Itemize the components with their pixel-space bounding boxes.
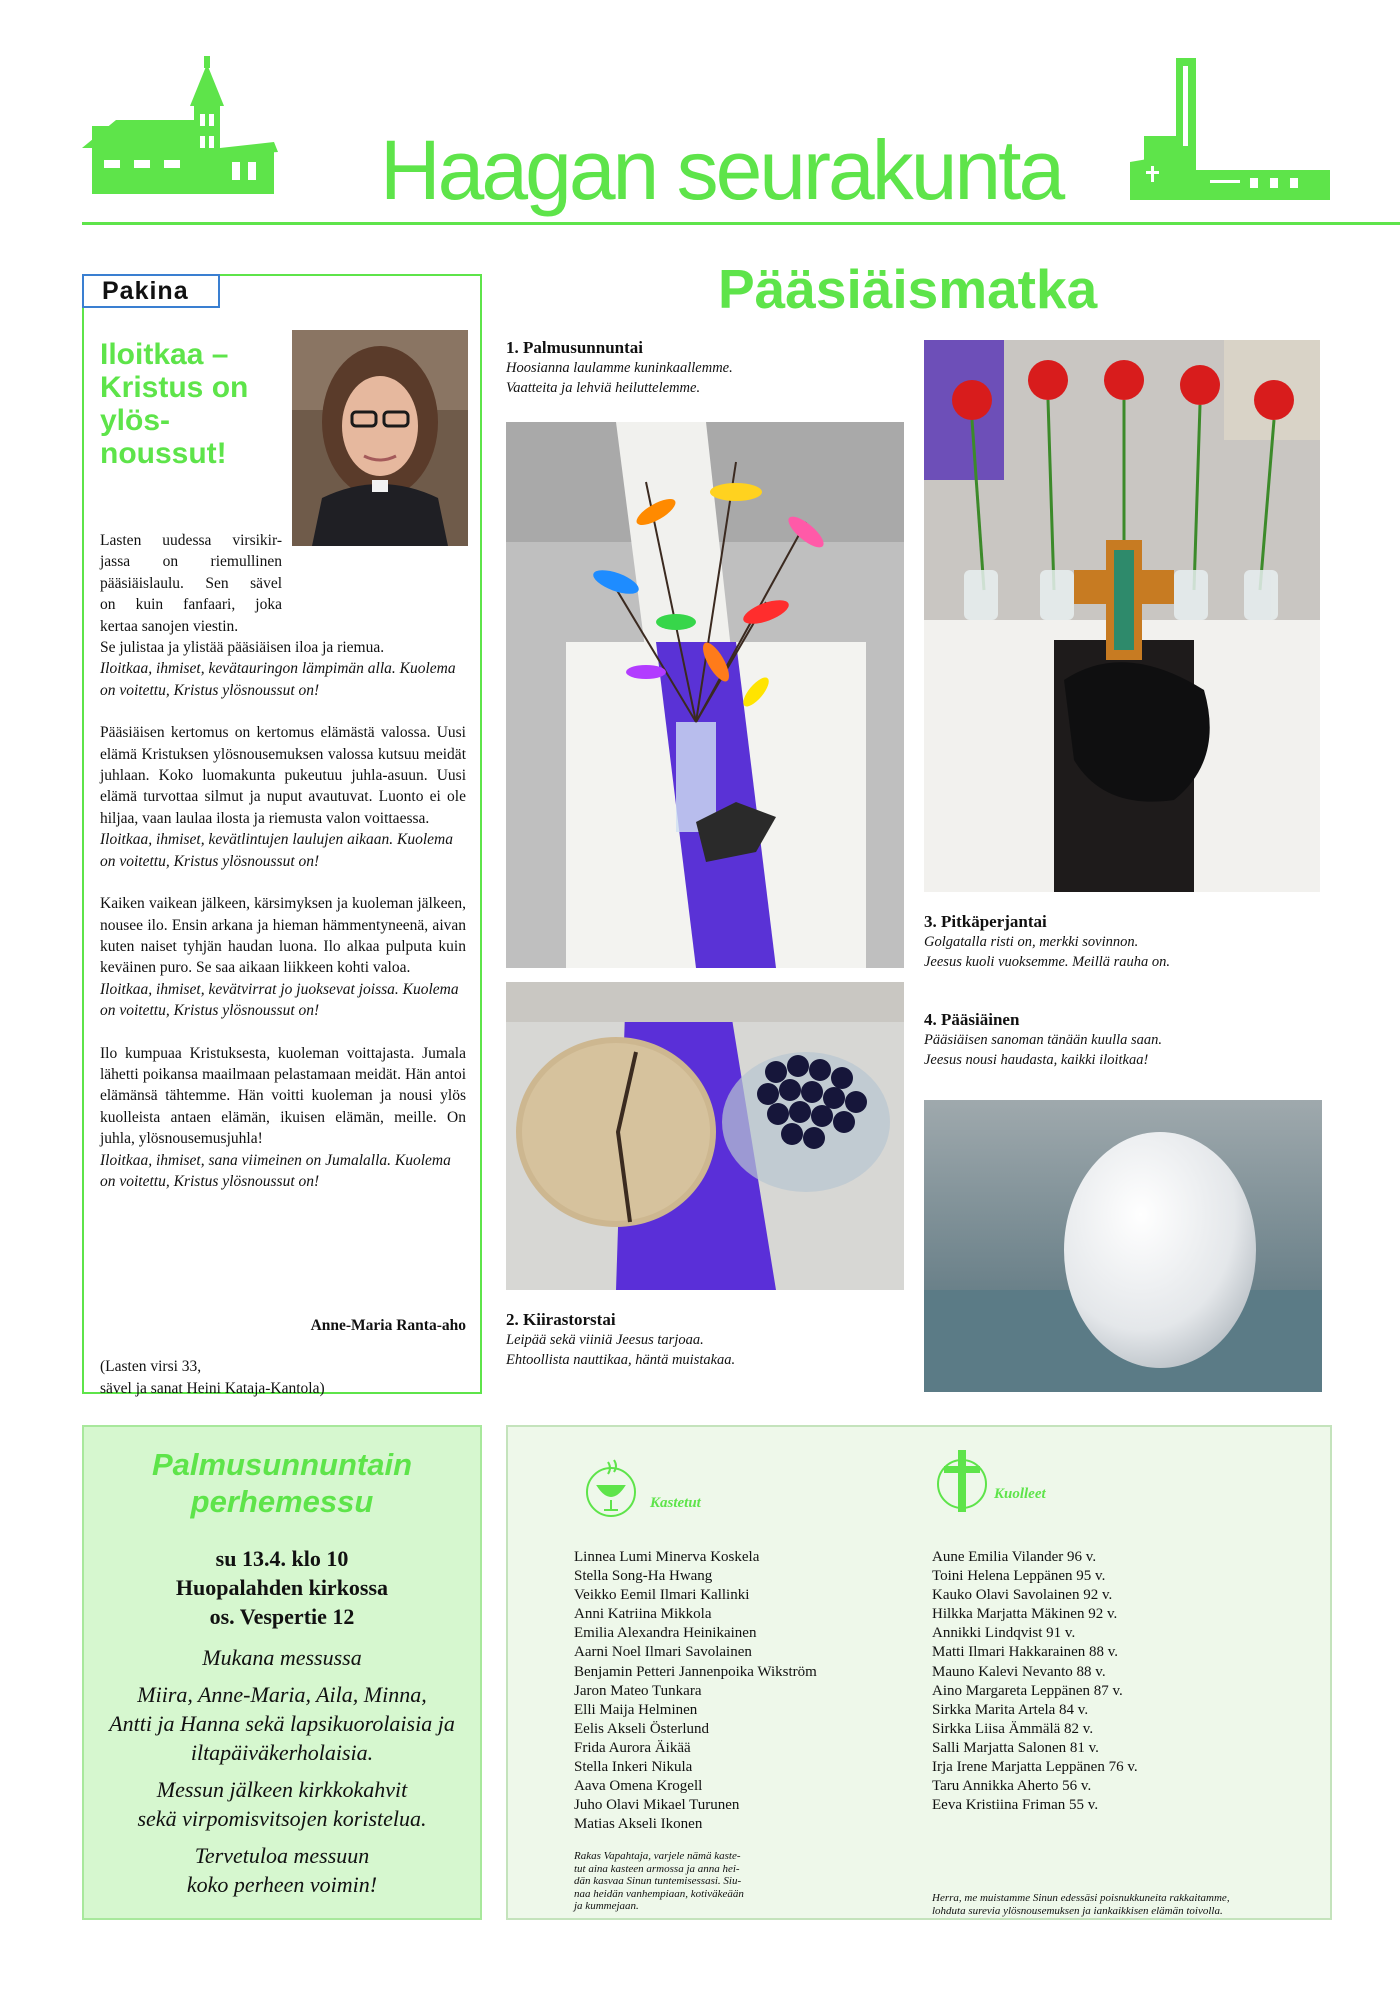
list-item: Taru Annikka Aherto 56 v. [932,1778,1092,1795]
pakina-label: Pakina [82,274,220,308]
list-item: Annikki Lindqvist 91 v. [932,1625,1076,1642]
step-line: Vaatteita ja lehviä heiluttelemme. [506,380,701,396]
when-line: Huopalahden kirkossa [175,1575,389,1600]
mukana-label: Mukana messussa [202,1645,362,1670]
kuolleet-title: Kuolleet [994,1486,1046,1502]
list-item: Juho Olavi Mikael Turunen [574,1797,740,1814]
pakina-title: Iloitkaa – Kristus on ylös- noussut! [100,338,249,470]
step-heading: 4. Pääsiäinen [924,1010,1020,1029]
list-item: Salli Marjatta Salonen 81 v. [932,1739,1099,1756]
list-item: Aino Margareta Leppänen 87 v. [932,1682,1123,1699]
people-line: Antti ja Hanna sekä lapsikuorolaisia ja [109,1711,455,1736]
list-item: Irja Irene Marjatta Leppänen 76 v. [932,1759,1138,1776]
step-heading: 1. Palmusunnuntai [506,338,643,357]
intro-line: jassa on riemullinen [100,553,282,571]
family-mass-details [90,1643,474,1907]
intro-line: Lasten uudessa virsikir- [100,532,282,549]
list-item: Anni Katriina Mikkola [574,1606,712,1623]
church-right-icon [1130,58,1330,204]
prayer-line: lohduta surevia ylösnousemuksen ja iankaikkisen elämän toivolla. [932,1904,1223,1917]
welcome-line: Tervetuloa messuun [194,1843,370,1868]
prayer-line: ja kummejaan. [574,1900,639,1912]
list-item: Toini Helena Leppänen 95 v. [932,1568,1106,1585]
list-item: Frida Aurora Äikää [574,1739,691,1756]
when-line: os. Vespertie 12 [209,1604,355,1629]
prayer-line: Rakas Vapahtaja, varjele nämä kaste- [574,1850,741,1862]
family-mass-title [82,1446,482,1520]
list-item: Mauno Kalevi Nevanto 88 v. [932,1663,1106,1680]
list-item: Aune Emilia Vilander 96 v. [932,1549,1097,1565]
intro-line: pääsiäislaulu. Sen sävel [100,574,282,592]
step-line: Ehtoollista nauttikaa, häntä muistakaa. [506,1352,736,1368]
masthead-title: Haagan seurakunta [380,123,1063,217]
after-line: Messun jälkeen kirkkokahvit [156,1777,408,1802]
song-source [100,1356,440,1400]
prayer-line: dän kasvaa Sinun tuntemisessasi. Siu- [574,1875,742,1887]
kuolleet-prayer [932,1892,1322,1917]
prayer-line: naa heidän vanhempiaan, kotiväkeään [574,1887,744,1900]
step-line: Jeesus nousi haudasta, kaikki iloitkaa! [924,1052,1149,1068]
author-name: Anne-Maria Ranta-aho [310,1317,466,1334]
list-item: Linnea Lumi Minerva Koskela [574,1549,760,1565]
list-item: Emilia Alexandra Heinikainen [574,1625,757,1642]
list-item: Kauko Olavi Savolainen 92 v. [932,1587,1113,1604]
verse-3: Iloitkaa, ihmiset, kevätvirrat jo juoksevat joissa. Kuolema on voitettu, Kristus ylösnoussut on! [100,980,459,1020]
step-line: Golgatalla risti on, merkki sovinnon. [924,934,1139,950]
people-line: iltapäiväkerholaisia. [190,1740,374,1765]
kuolleet-list [932,1548,1272,1815]
step-2-caption [506,1310,906,1370]
list-item: Jaron Mateo Tunkara [574,1682,702,1699]
list-item: Eelis Akseli Österlund [574,1720,709,1737]
list-item: Eeva Kristiina Friman 55 v. [932,1797,1099,1814]
kastetut-list [574,1548,914,1834]
kastetut-prayer [574,1850,794,1913]
intro-line: kertaa sanojen viestin. [100,617,239,635]
step-3-caption [924,912,1324,972]
step-line: Leipää sekä viiniä Jeesus tarjoaa. [506,1332,704,1348]
good-friday-photo [924,340,1320,892]
baptism-cup-icon [578,1456,644,1520]
step-1-caption [506,338,906,398]
list-item: Stella Song-Ha Hwang [574,1568,713,1585]
paragraph-4: Ilo kumpuaa Kristuksesta, kuoleman voittajasta. Jumala lähetti poikansa maailmaan pelastamaan meidät. Hän antoi elämänsä tähtemme. Hän voitti kuoleman ja nousi ylös kuolleista antaen elämän, ikuisen elämän, meille. On juhla, ylösnousemusjuhla! [100,1044,466,1148]
list-item: Sirkka Liisa Ämmälä 82 v. [932,1720,1094,1737]
cross-icon [934,1446,996,1516]
palm-sunday-photo [506,422,904,968]
step-line: Pääsiäisen sanoman tänään kuulla saan. [924,1032,1163,1048]
source-line: sävel ja sanat Heini Kataja-Kantola) [100,1380,325,1397]
when-line: su 13.4. klo 10 [215,1546,349,1571]
prayer-line: tut aina kasteen armossa ja anna hei- [574,1862,740,1875]
list-item: Matti Ilmari Hakkarainen 88 v. [932,1644,1119,1661]
paragraph-3: Kaiken vaikean jälkeen, kärsimyksen ja kuoleman jälkeen, nousee ilo. Ensin arkana ja hieman hämmentyneenä, aivan kuten naiset tyhjän haudan luona. Ilo alkaa pulputa kuin keväinen puro. Se saa aikaan liikkeen kohti valoa. [100,895,466,977]
list-item: Elli Maija Helminen [574,1701,698,1718]
list-item: Aarni Noel Ilmari Savolainen [574,1644,752,1661]
list-item: Matias Akseli Ikonen [574,1816,703,1833]
verse-2: Iloitkaa, ihmiset, kevätlintujen laulujen aikaan. Kuolema on voitettu, Kristus ylösnoussut on! [100,831,453,870]
title-line: Palmusunnuntain [151,1447,413,1482]
church-left-icon [82,56,278,202]
list-item: Sirkka Marita Artela 84 v. [932,1701,1089,1718]
list-item: Aava Omena Krogell [574,1778,703,1795]
step-heading: 3. Pitkäperjantai [924,912,1047,931]
verse-1: Iloitkaa, ihmiset, kevätauringon lämpimän alla. Kuolema on voitettu, Kristus ylösnoussut on! [100,660,456,699]
kastetut-title: Kastetut [650,1495,701,1511]
people-line: Miira, Anne-Maria, Aila, Minna, [137,1682,427,1707]
author-portrait [292,330,468,546]
paragraph-2: Pääsiäisen kertomus on kertomus elämästä valossa. Uusi elämä Kristuksen ylösnousemuksen valossa kutsuu meidät juhlaan. Koko luomakunta pukeutuu juhla-asuun. Uusi elämä turvottaa silmut ja nuput avautuvat. Luonto ei ole hiljaa, vaan laulaa ilosta ja riemusta valon voittaessa. [100,724,466,827]
header-rule [82,222,1400,225]
list-item: Veikko Eemil Ilmari Kallinki [574,1587,750,1604]
intro-line: on kuin fanfaari, joka [100,596,282,614]
source-line: (Lasten virsi 33, [100,1358,202,1375]
after-line: sekä virpomisvitsojen koristelua. [137,1806,427,1831]
maundy-thursday-photo [506,982,904,1290]
verse-4: Iloitkaa, ihmiset, sana viimeinen on Jumalalla. Kuolema on voitettu, Kristus ylösnoussut on! [100,1151,451,1190]
list-item: Benjamin Petteri Jannenpoika Wikström [574,1663,817,1680]
easter-egg-photo [924,1100,1322,1392]
pakina-article [100,530,466,1213]
step-line: Hoosianna laulamme kuninkaallemme. [506,360,733,376]
intro-rest: Se julistaa ja ylistää pääsiäisen iloa ja riemua. [100,639,385,657]
welcome-line: koko perheen voimin! [186,1872,378,1897]
title-line: perhemessu [190,1484,374,1519]
step-4-caption [924,1010,1324,1070]
step-line: Jeesus kuoli vuoksemme. Meillä rauha on. [924,954,1171,970]
prayer-line: Herra, me muistamme Sinun edessäsi poisnukkuneita rakkaitamme, [932,1892,1230,1904]
list-item: Hilkka Marjatta Mäkinen 92 v. [932,1606,1118,1623]
step-heading: 2. Kiirastorstai [506,1310,616,1329]
list-item: Stella Inkeri Nikula [574,1759,693,1776]
family-mass-when [82,1544,482,1631]
easter-journey-title: Pääsiäismatka [718,258,1098,320]
